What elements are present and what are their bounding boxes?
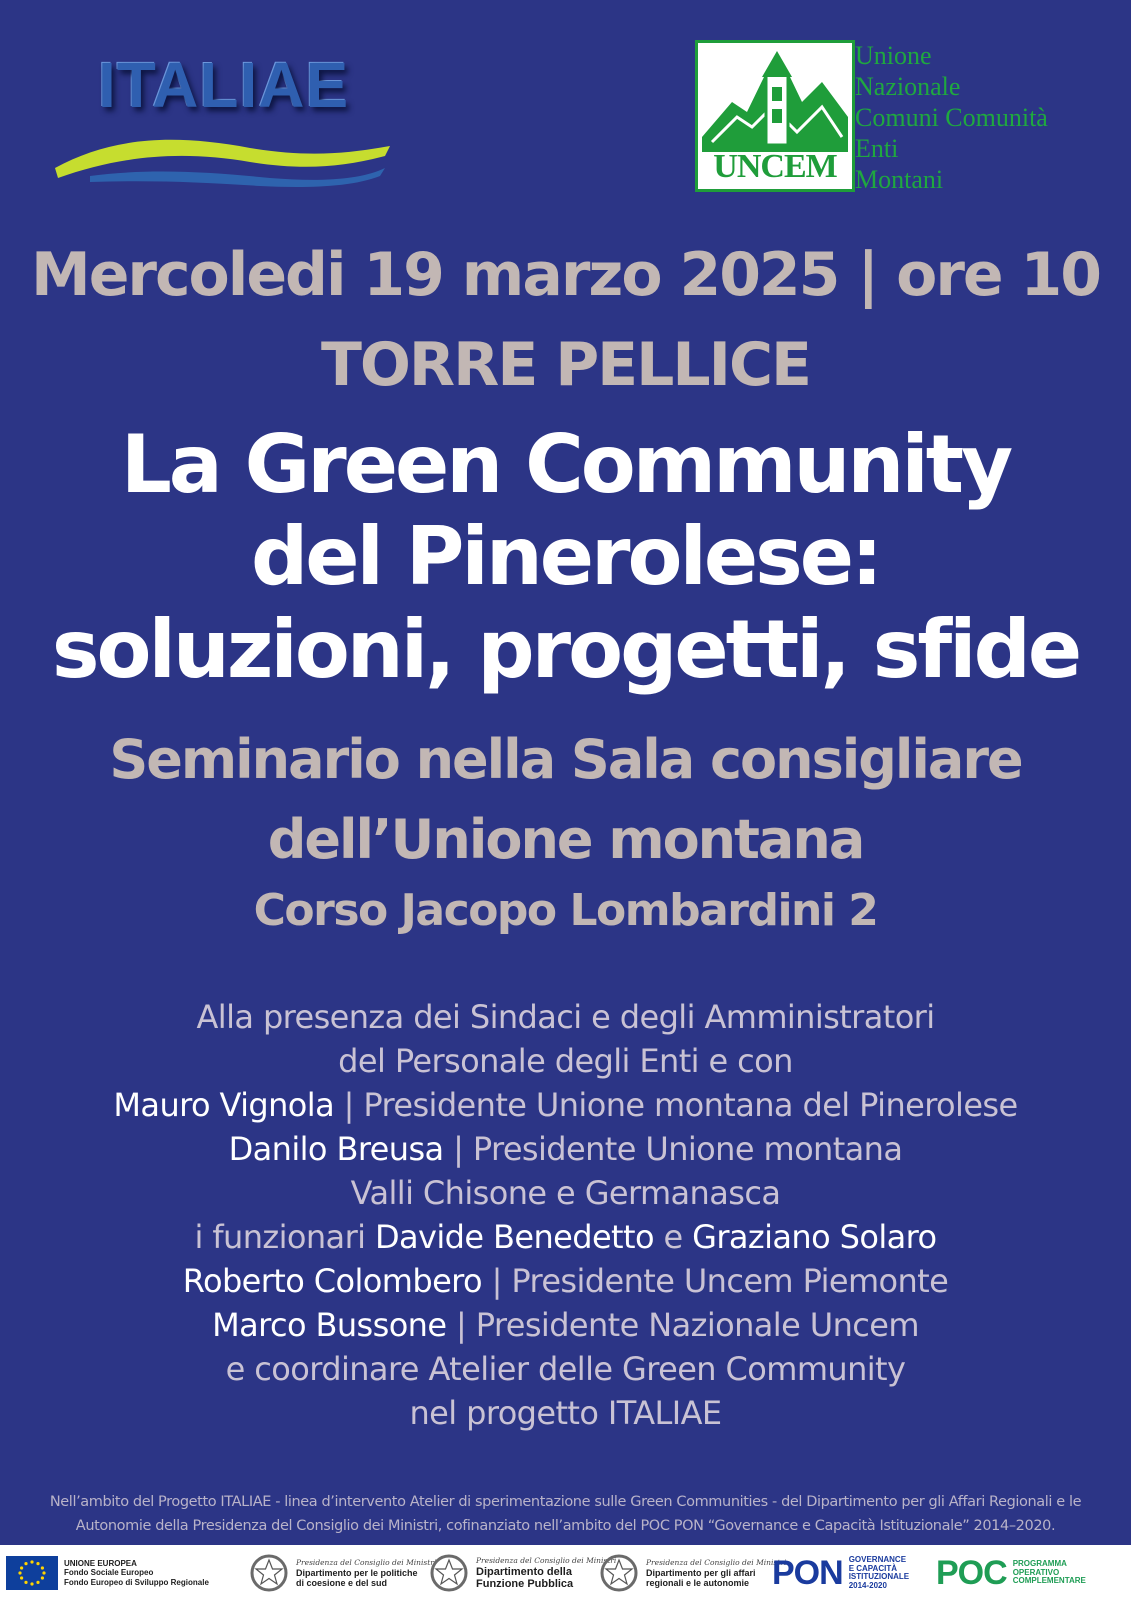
poc-text: [1013, 1560, 1086, 1586]
eu-text-line: Fondo Europeo di Sviluppo Regionale: [64, 1577, 209, 1587]
eu-text-line: UNIONE EUROPEA: [64, 1558, 137, 1568]
uncem-name-line: Comuni Comunità: [855, 103, 1048, 132]
pon-text-line: ISTITUZIONALE: [848, 1572, 910, 1581]
participant-breusa: [0, 1127, 1131, 1171]
participant-name: Roberto Colombero: [182, 1262, 482, 1300]
eu-text: [64, 1559, 209, 1588]
poc-logo: [936, 1551, 1086, 1595]
italiae-logo: [50, 40, 400, 190]
seminar-line: dell’Unione montana: [267, 808, 864, 871]
pon-logo: [772, 1551, 909, 1595]
presidency-script: Presidenza del Consiglio dei Ministri: [476, 1556, 617, 1565]
department-line: Dipartimento per gli affari: [646, 1568, 756, 1578]
poc-mark: POC: [936, 1553, 1007, 1592]
event-address: Corso Jacopo Lombardini 2: [253, 885, 878, 936]
poc-text-line: PROGRAMMA: [1012, 1559, 1067, 1569]
daa-logo: [600, 1551, 786, 1595]
event-title-line: soluzioni, progetti, sfide: [51, 603, 1080, 696]
uncem-acronym: UNCEM: [713, 148, 837, 185]
event-date: Mercoledi 19 marzo 2025 | ore 10: [30, 240, 1101, 310]
event-title-line: La Green Community: [120, 418, 1011, 511]
italiae-logo-text: ITALIAE: [98, 49, 350, 121]
participant-role: | Presidente Unione montana: [443, 1130, 903, 1168]
poc-text-line: OPERATIVO: [1012, 1567, 1060, 1577]
italian-republic-emblem-icon: [600, 1554, 638, 1592]
department-line: Funzione Pubblica: [476, 1578, 574, 1590]
seminar-line: Seminario nella Sala consigliare: [109, 728, 1022, 791]
uncem-name-line: Montani: [855, 165, 944, 194]
participant-bussone: [0, 1303, 1131, 1347]
officials-prefix: i funzionari: [194, 1218, 375, 1256]
closing-line: nel progetto ITALIAE: [409, 1394, 722, 1432]
intro-line: del Personale degli Enti e con: [338, 1042, 793, 1080]
participant-name: Marco Bussone: [212, 1306, 447, 1344]
closing-line: e coordinare Atelier delle Green Community: [225, 1350, 906, 1388]
participant-role: | Presidente Nazionale Uncem: [446, 1306, 919, 1344]
presidency-script: Presidenza del Consiglio dei Ministri: [646, 1558, 787, 1567]
eu-flag-icon: [6, 1556, 58, 1590]
pon-text-line: GOVERNANCE: [848, 1555, 907, 1564]
italian-republic-emblem-icon: [430, 1554, 468, 1592]
eu-text-line: Fondo Sociale Europeo: [64, 1568, 154, 1578]
intro-line: Alla presenza dei Sindaci e degli Amministratori: [196, 998, 935, 1036]
dpc-logo: [250, 1551, 436, 1595]
participant-name: Davide Benedetto: [374, 1218, 654, 1256]
uncem-name-line: Nazionale: [855, 72, 961, 101]
participant-name: Mauro Vignola: [113, 1086, 335, 1124]
event-place: TORRE PELLICE: [321, 330, 810, 400]
participant-role: | Presidente Unione montana del Pinerolese: [334, 1086, 1018, 1124]
uncem-logo: [695, 40, 855, 192]
pon-text: [849, 1556, 909, 1590]
footnote-line: Nell’ambito del Progetto ITALIAE - linea d’intervento Atelier di sperimentazione sulle Green Communities - del Dipartimento per gli Affari Regionali e le: [49, 1494, 1082, 1510]
italiae-swoosh-icon: [50, 128, 395, 188]
department-line: regionali e le autonomie: [646, 1578, 750, 1588]
participant-role: | Presidente Uncem Piemonte: [482, 1262, 949, 1300]
partner-logos-strip: [0, 1545, 1131, 1600]
daa-text: [646, 1558, 786, 1588]
eu-logo: [6, 1551, 209, 1595]
uncem-name-line: Unione: [855, 41, 932, 70]
dfp-text: [476, 1556, 616, 1590]
event-title-line: del Pinerolese:: [250, 510, 881, 603]
department-line: Dipartimento della: [476, 1566, 572, 1578]
participant-name: Graziano Solaro: [692, 1218, 937, 1256]
poc-text-line: COMPLEMENTARE: [1012, 1576, 1086, 1586]
participant-role-continued: Valli Chisone e Germanasca: [350, 1174, 781, 1212]
uncem-name-line: Enti: [855, 134, 899, 163]
participant-officials: [0, 1215, 1131, 1259]
department-line: Dipartimento per le politiche: [296, 1568, 418, 1578]
dpc-text: [296, 1558, 436, 1588]
pon-text-line: E CAPACITÀ: [848, 1563, 897, 1573]
pon-mark: PON: [772, 1553, 843, 1592]
uncem-name: [855, 40, 1125, 195]
dfp-logo: [430, 1551, 616, 1595]
participant-name: Danilo Breusa: [228, 1130, 444, 1168]
officials-and: e: [653, 1218, 693, 1256]
participant-colombero: [0, 1259, 1131, 1303]
footnote-line: Autonomie della Presidenza del Consiglio dei Ministri, cofinanziato nell’ambito del POC PON “Governance e Capacità Istituzionale” 2014–2020.: [75, 1518, 1056, 1534]
presidency-script: Presidenza del Consiglio dei Ministri: [296, 1558, 437, 1567]
participant-vignola: [0, 1083, 1131, 1127]
pon-text-line: 2014-2020: [848, 1580, 887, 1590]
mountain-tower-icon: [702, 47, 848, 152]
department-line: di coesione e del sud: [296, 1578, 388, 1588]
italian-republic-emblem-icon: [250, 1554, 288, 1592]
